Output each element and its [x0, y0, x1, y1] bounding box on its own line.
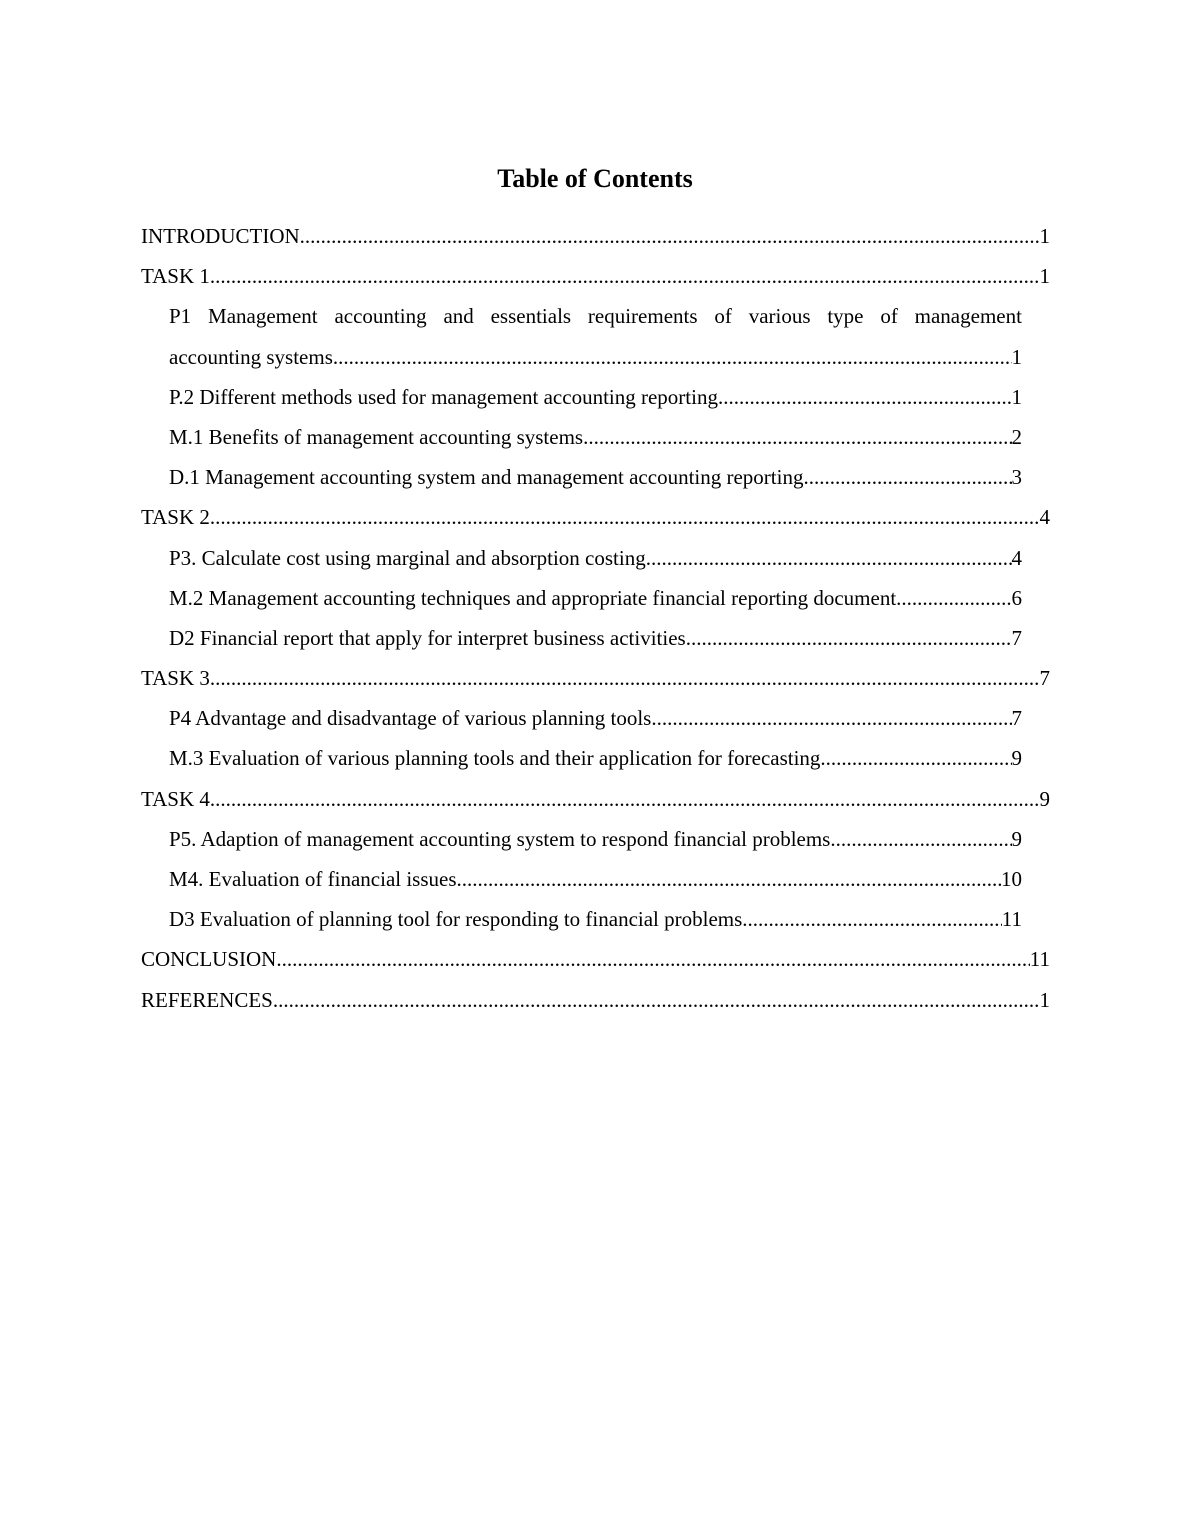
toc-entry-page-number: 11: [1001, 907, 1022, 932]
toc-entry-label: REFERENCES: [141, 987, 273, 1012]
toc-entry-label: M4. Evaluation of financial issues: [169, 867, 457, 892]
toc-entry-page-number: 1: [1011, 384, 1022, 409]
toc-dot-leader: [273, 980, 1040, 1020]
toc-entry-row: [141, 256, 1050, 296]
toc-entry-row: [169, 417, 1022, 457]
toc-entry-label: INTRODUCTION: [141, 224, 300, 248]
toc-entry-row: [169, 618, 1022, 658]
toc-entry[interactable]: [141, 779, 1050, 819]
toc-entry-row: [169, 457, 1022, 497]
toc-entry-page-number: 1: [1011, 344, 1022, 369]
toc-entry[interactable]: [169, 296, 1022, 376]
toc-dot-leader: [210, 779, 1040, 819]
toc-entry[interactable]: [169, 578, 1022, 618]
toc-word: and: [443, 304, 474, 329]
toc-entry[interactable]: [169, 738, 1022, 778]
toc-entry[interactable]: [141, 980, 1050, 1020]
toc-word: of: [714, 304, 732, 329]
toc-dot-leader: [210, 256, 1040, 296]
toc-entry-page-number: 10: [1001, 867, 1022, 892]
toc-word: type: [827, 304, 864, 329]
toc-dot-leader: [210, 658, 1040, 698]
toc-word: Management: [208, 304, 318, 329]
toc-entry[interactable]: [169, 899, 1022, 939]
toc-dot-leader: [742, 899, 1001, 939]
toc-dot-leader: [333, 337, 1012, 377]
page-title: Table of Contents: [497, 164, 693, 193]
toc-entry-row: [169, 698, 1022, 738]
toc-dot-leader: [300, 216, 1040, 256]
toc-entry-row: [141, 216, 1050, 256]
toc-entry[interactable]: [169, 618, 1022, 658]
toc-entry-page-number: 7: [1011, 625, 1022, 650]
toc-entry-label: TASK 2: [141, 505, 210, 530]
toc-word: requirements: [587, 304, 698, 329]
toc-entry-label: P4 Advantage and disadvantage of various planning tools: [169, 706, 652, 731]
toc-entry-label: D2 Financial report that apply for interpret business activities: [169, 625, 686, 650]
toc-entry[interactable]: [169, 819, 1022, 859]
toc-dot-leader: [896, 578, 1011, 618]
toc-entry-row: [141, 658, 1050, 698]
toc-entry[interactable]: [169, 417, 1022, 457]
toc-entry[interactable]: [141, 939, 1050, 979]
toc-entry[interactable]: [141, 256, 1050, 296]
toc-entry-page-number: 9: [1039, 786, 1050, 811]
toc-dot-leader: [457, 859, 1001, 899]
toc-word: various: [748, 304, 811, 329]
toc-word: accounting: [334, 304, 427, 329]
toc-entry[interactable]: [169, 457, 1022, 497]
toc-entry-label: P5. Adaption of management accounting system to respond financial problems: [169, 826, 831, 851]
toc-entry-page-number: 4: [1039, 505, 1050, 530]
toc-entry-label: M.2 Management accounting techniques and appropriate financial reporting document: [169, 585, 897, 610]
toc-entry-row: [169, 538, 1022, 578]
table-of-contents: [141, 216, 1050, 1020]
toc-entry-label-line1-text: [169, 296, 1022, 336]
toc-entry[interactable]: [169, 859, 1022, 899]
toc-dot-leader: [718, 377, 1012, 417]
toc-dot-leader: [583, 417, 1011, 457]
toc-entry-row: [169, 337, 1022, 377]
toc-dot-leader: [651, 698, 1011, 738]
toc-entry-row: [141, 980, 1050, 1020]
toc-word: essentials: [490, 304, 572, 329]
toc-entry-label: P3. Calculate cost using marginal and absorption costing: [169, 545, 646, 570]
toc-entry-label: TASK 4: [141, 786, 210, 811]
toc-entry-page-number: 6: [1011, 585, 1022, 610]
toc-word: P1: [169, 304, 192, 329]
toc-dot-leader: [803, 457, 1011, 497]
toc-dot-leader: [820, 738, 1011, 778]
toc-entry-row: [169, 899, 1022, 939]
toc-entry-page-number: 3: [1011, 465, 1022, 490]
toc-entry-label-line1: [169, 296, 1022, 336]
toc-entry-page-number: 7: [1011, 706, 1022, 731]
toc-entry-label: accounting systems: [169, 344, 333, 369]
toc-entry-label: TASK 3: [141, 666, 210, 691]
toc-entry-row: [169, 377, 1022, 417]
toc-entry-page-number: 11: [1029, 947, 1050, 972]
toc-entry[interactable]: [169, 538, 1022, 578]
toc-entry-row: [141, 497, 1050, 537]
toc-entry[interactable]: [141, 658, 1050, 698]
toc-dot-leader: [830, 819, 1011, 859]
toc-entry-label: CONCLUSION: [141, 947, 277, 972]
toc-entry-row: [169, 578, 1022, 618]
toc-entry-row: [169, 859, 1022, 899]
toc-dot-leader: [646, 538, 1012, 578]
toc-entry-page-number: 1: [1039, 224, 1050, 248]
toc-entry-label: M.3 Evaluation of various planning tools and their application for forecasting: [169, 746, 821, 771]
toc-entry-page-number: 1: [1039, 264, 1050, 289]
toc-entry-page-number: 2: [1011, 424, 1022, 449]
toc-entry[interactable]: [169, 377, 1022, 417]
toc-word: of: [880, 304, 898, 329]
toc-dot-leader: [686, 618, 1012, 658]
toc-entry-row: [169, 738, 1022, 778]
toc-word: management: [914, 304, 1022, 329]
toc-dot-leader: [276, 939, 1029, 979]
toc-entry-page-number: 9: [1011, 826, 1022, 851]
toc-entry[interactable]: [141, 497, 1050, 537]
toc-entry-page-number: 4: [1011, 545, 1022, 570]
toc-entry-row: [169, 819, 1022, 859]
toc-entry-label: TASK 1: [141, 264, 210, 289]
toc-entry-label: P.2 Different methods used for management accounting reporting: [169, 384, 718, 409]
toc-entry-label: M.1 Benefits of management accounting systems: [169, 424, 584, 449]
toc-entry[interactable]: [169, 698, 1022, 738]
toc-entry-page-number: 9: [1011, 746, 1022, 771]
toc-entry-page-number: 7: [1039, 666, 1050, 691]
toc-entry-label: D.1 Management accounting system and management accounting reporting: [169, 465, 804, 490]
toc-entry-row: [141, 939, 1050, 979]
toc-entry-row: [141, 779, 1050, 819]
toc-entry-page-number: 1: [1039, 987, 1050, 1012]
toc-entry[interactable]: [141, 216, 1050, 256]
toc-dot-leader: [210, 497, 1040, 537]
toc-entry-label: D3 Evaluation of planning tool for responding to financial problems: [169, 907, 743, 932]
